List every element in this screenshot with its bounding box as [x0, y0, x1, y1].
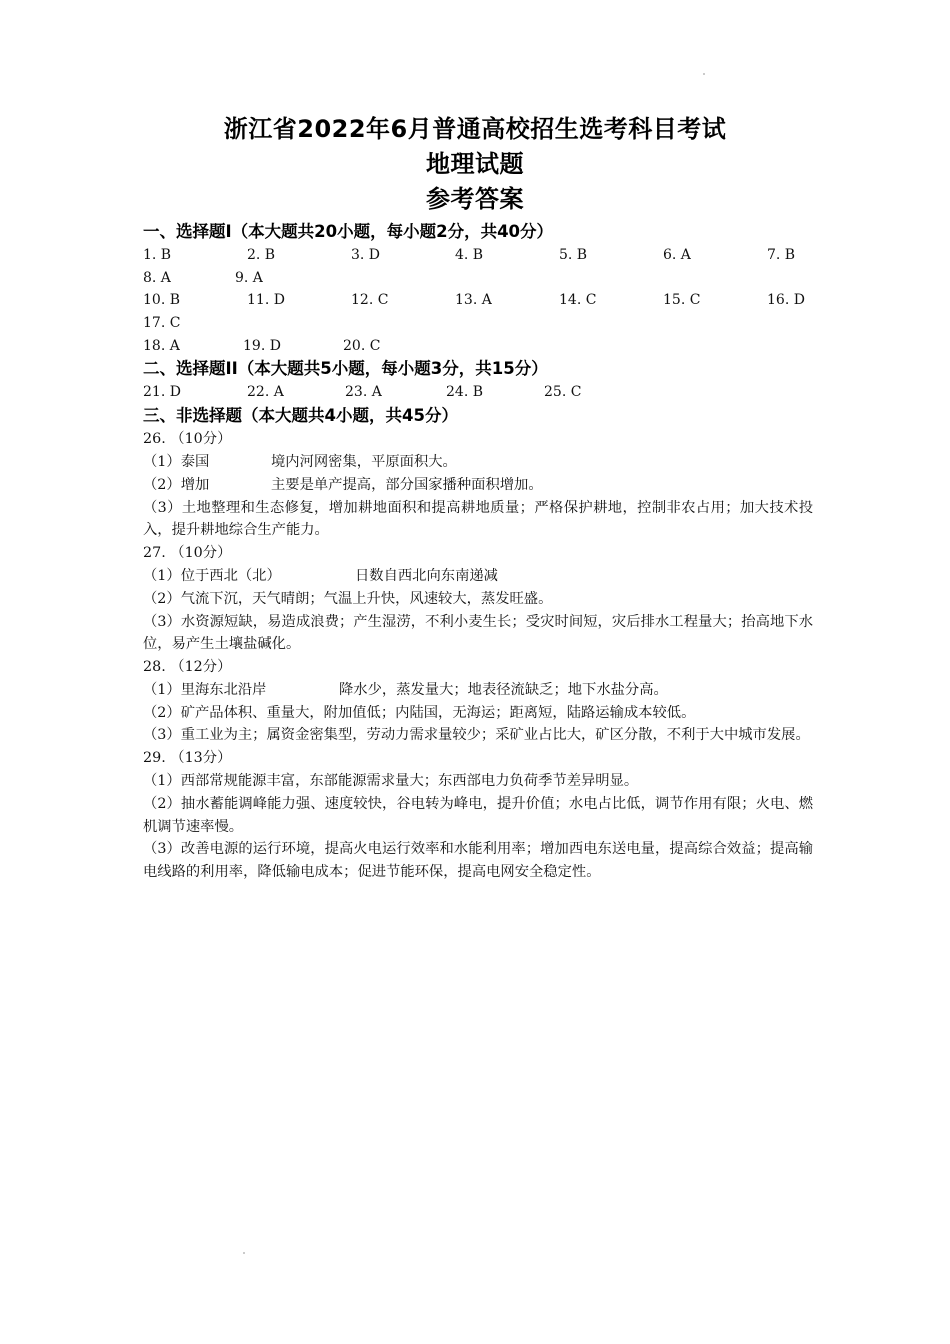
- answer-17: 17. C: [143, 315, 181, 332]
- subject-title: 地理试题: [426, 150, 524, 178]
- answer-25: 25. C: [544, 384, 582, 401]
- answer-11: 11. D: [247, 292, 285, 309]
- question-26-label: 26. （10分）: [143, 431, 232, 448]
- q28-answer-1: [143, 679, 813, 702]
- section2-heading: 二、选择题II（本大题共5小题，每小题3分，共15分）: [143, 359, 548, 379]
- mc-answer-row: [143, 381, 813, 404]
- mc-answer-row: [143, 335, 813, 358]
- q27-answer-2: （2）气流下沉，天气晴朗；气温上升快，风速较大，蒸发旺盛。: [143, 590, 553, 607]
- q28-answer-3: （3）重工业为主；属资金密集型，劳动力需求量较少；采矿业占比大，矿区分散，不利于大中城市发展。: [143, 727, 810, 744]
- q26-answer-2: [143, 474, 813, 497]
- q28-answer-1-head: （1）里海东北沿岸: [143, 681, 267, 698]
- answer-4: 4. B: [455, 247, 484, 263]
- question-28-label: 28. （12分）: [143, 659, 232, 676]
- question-27-label: 27. （10分）: [143, 545, 232, 562]
- section3-heading: 三、非选择题（本大题共4小题，共45分）: [143, 406, 458, 426]
- q28-answer-1-body: 降水少，蒸发量大；地表径流缺乏；地下水盐分高。: [339, 681, 668, 698]
- q29-answer-1: （1）西部常规能源丰富，东部能源需求量大；东西部电力负荷季节差异明显。: [143, 773, 639, 790]
- answer-15: 15. C: [663, 292, 701, 309]
- q26-answer-1: [143, 451, 813, 474]
- answer-22: 22. A: [247, 384, 284, 401]
- answer-8: 8. A: [143, 269, 171, 286]
- answer-9: 9. A: [235, 269, 263, 286]
- mc-answer-row: [143, 244, 813, 267]
- answer-10: 10. B: [143, 292, 181, 309]
- document-title-block: [0, 112, 950, 217]
- scan-speck: [243, 1252, 245, 1254]
- q27-answer-1: [143, 565, 813, 588]
- q26-answer-1-body: 境内河网密集，平原面积大。: [271, 453, 457, 470]
- mc-answer-row: [143, 267, 813, 290]
- q27-answer-1-head: （1）位于西北（北）: [143, 567, 281, 584]
- answer-1: 1. B: [143, 247, 172, 263]
- q26-answer-2-head: （2）增加: [143, 476, 210, 493]
- exam-title: 浙江省2022年6月普通高校招生选考科目考试: [223, 115, 727, 143]
- mc-answer-row: [143, 289, 813, 312]
- answer-23: 23. A: [345, 384, 382, 401]
- section1-heading: 一、选择题Ⅰ（本大题共20小题，每小题2分，共40分）: [143, 222, 554, 241]
- answer-21: 21. D: [143, 384, 181, 401]
- q28-answer-2: （2）矿产品体积、重量大，附加值低；内陆国，无海运；距离短，陆路运输成本较低。: [143, 704, 696, 721]
- answer-14: 14. C: [559, 292, 597, 309]
- answer-13: 13. A: [455, 292, 492, 309]
- answer-6: 6. A: [663, 247, 691, 263]
- answer-18: 18. A: [143, 337, 180, 354]
- q26-answer-1-head: （1）泰国: [143, 453, 210, 470]
- mc-answer-row: [143, 312, 813, 335]
- answer-5: 5. B: [559, 247, 588, 263]
- answer-3: 3. D: [351, 247, 381, 263]
- question-29-label: 29. （13分）: [143, 750, 232, 767]
- q27-answer-1-body: 日数自西北向东南递减: [355, 567, 498, 584]
- answer-19: 19. D: [243, 337, 281, 354]
- q29-answer-3: （3）改善电源的运行环境，提高火电运行效率和水能利用率；增加西电东送电量，提高综合效益；提高输电线路的利用率，降低输电成本；促进节能环保，提高电网安全稳定性。: [143, 841, 813, 881]
- q26-answer-2-body: 主要是单产提高，部分国家播种面积增加。: [271, 476, 543, 493]
- answer-24: 24. B: [446, 384, 484, 401]
- answer-key-title: 参考答案: [426, 185, 524, 213]
- answer-content: [143, 220, 813, 884]
- answer-16: 16. D: [767, 292, 805, 309]
- answer-2: 2. B: [247, 247, 276, 263]
- answer-12: 12. C: [351, 292, 389, 309]
- answer-7: 7. B: [767, 247, 796, 263]
- q27-answer-3: （3）水资源短缺，易造成浪费；产生湿涝，不利小麦生长；受灾时间短，灾后排水工程量大；抬高地下水位，易产生土壤盐碱化。: [143, 613, 813, 653]
- q26-answer-3: （3）土地整理和生态修复，增加耕地面积和提高耕地质量；严格保护耕地，控制非农占用；加大技术投入，提升耕地综合生产能力。: [143, 499, 813, 539]
- q29-answer-2: （2）抽水蓄能调峰能力强、速度较快，谷电转为峰电，提升价值；水电占比低，调节作用有限；火电、燃机调节速率慢。: [143, 795, 813, 835]
- scan-speck: [703, 73, 705, 75]
- answer-20: 20. C: [343, 337, 381, 354]
